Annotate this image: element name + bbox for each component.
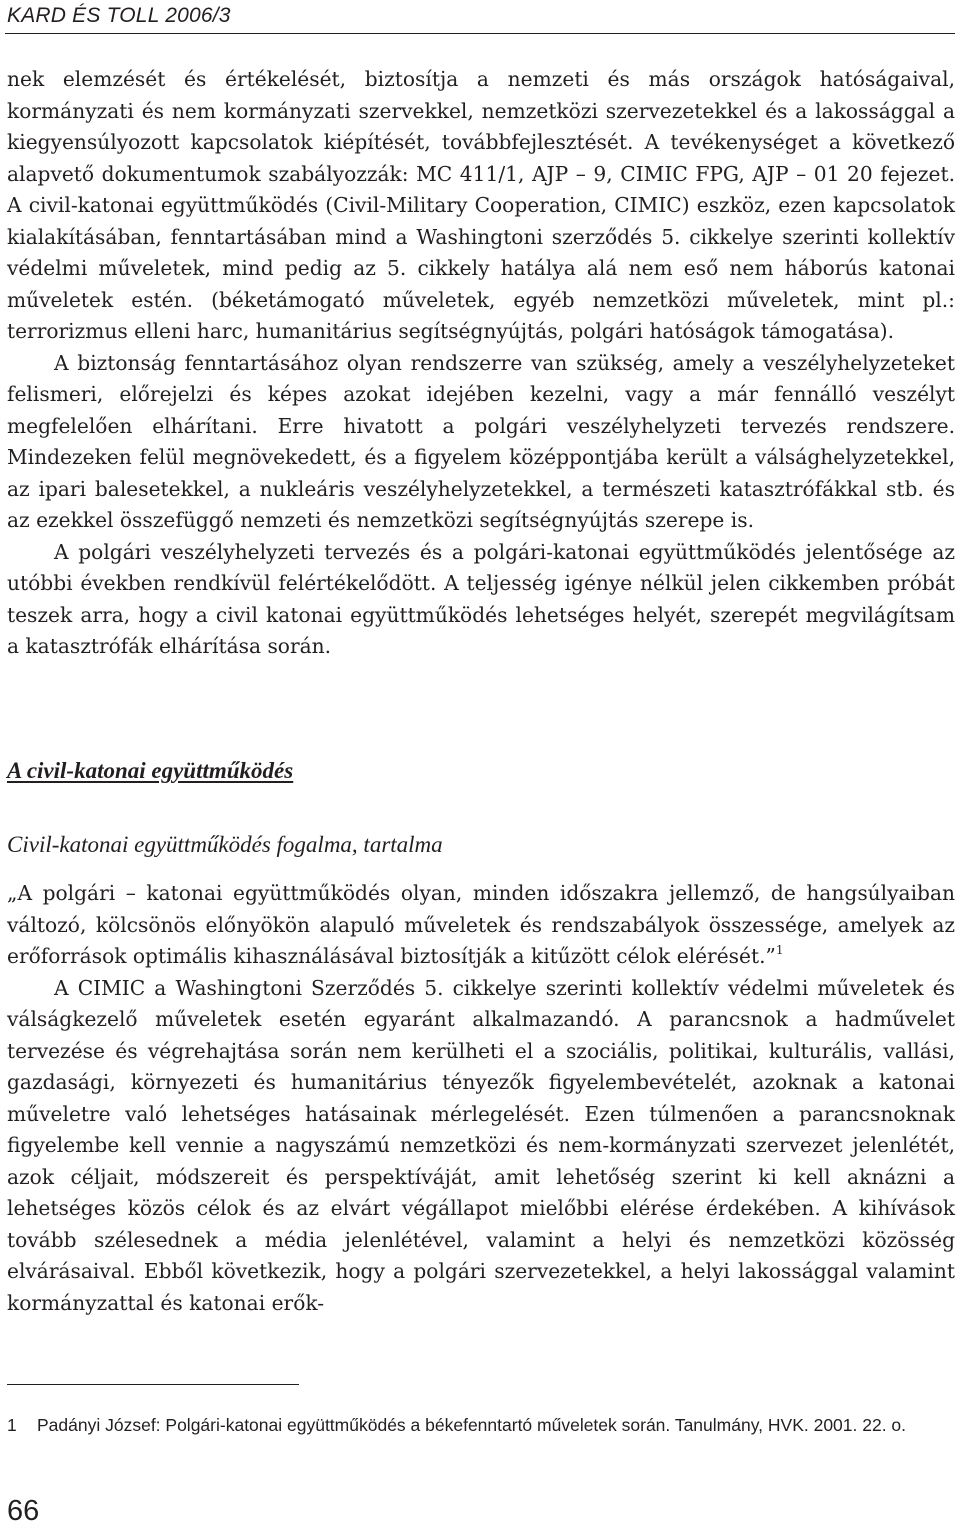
main-paragraph-2: A CIMIC a Washingtoni Szerződés 5. cikkelye szerinti kollektív védelmi műveletek és válságkezelő műveletek esetén egyaránt alkalmazandó. A parancsnok a hadművelet tervezése és végrehajtása során nem kerülheti el a szociális, politikai, kulturális, vallási, gazdasági, környezeti és humanitárius tényezők figyelembevételét, azoknak a katonai műveletre való lehetséges hatásainak mérlegelését. Ezen túlmenően a parancsnoknak figyelembe kell vennie a nagyszámú nemzetközi és nem-kormányzati szervezet jelenlétét, azok céljait, módszereit és perspektíváját, amit lehetőség szerint ki kell aknázni a lehetséges közös célok és az elvárt végállapot mielőbbi elérése érdekében. A kihívások tovább szélesednek a média jelenlétével, valamint a helyi és nemzetközi közösség elvárásaival. Ebből következik, hogy a polgári szervezetekkel, a helyi lakossággal valamint kormányzattal és katonai erők- — [7, 975, 955, 1315]
subsection-heading: Civil-katonai együttműködés fogalma, tartalma — [7, 832, 443, 857]
footnote-reference[interactable]: 1 — [775, 943, 784, 957]
footnote-text: Padányi József: Polgári-katonai együttműködés a békefenntartó műveletek során. Tanulmány, HVK. 2001. 22. o. — [37, 1415, 907, 1435]
intro-text-block — [7, 64, 955, 663]
intro-paragraph-2: A biztonság fenntartásához olyan rendszerre van szükség, amely a veszélyhelyzeteket felismeri, előrejelzi és képes azokat idejében kezelni, vagy a már fennálló veszélyt megfelelően elhárítani. Erre hivatott a polgári veszélyhelyzeti tervezés rendszere. Mindezeken felül megnövekedett, és a figyelem középpontjába került a válsághelyzetekkel, az ipari balesetekkel, a nukleáris veszélyhelyzetekkel, a természeti katasztrófákkal stb. és az ezekkel összefüggő nemzeti és nemzetközi segítségnyújtás szerepe is. — [7, 350, 955, 532]
main-text-block — [7, 878, 955, 1319]
footnote — [7, 1411, 955, 1440]
intro-paragraph-1: nek elemzését és értékelését, biztosítja a nemzeti és más országok hatóságaival, kormányzati és nem kormányzati szervekkel, nemzetközi szervezetekkel és a lakossággal a kiegyensúlyozott kapcsolatok kiépítését, továbbfejlesztését. A tevékenységet a következő alapvető dokumentumok szabályozzák: MC 411/1, AJP – 9, CIMIC FPG, AJP – 01 20 fejezet. A civil-katonai együttműködés (Civil-Military Cooperation, CIMIC) eszköz, ezen kapcsolatok kialakításában, fenntartásában mind a Washingtoni szerződés 5. cikkelye szerinti kollektív védelmi műveletek, mind pedig az 5. cikkely hatálya alá nem eső nem háborús katonai műveletek estén. (béketámogató műveletek, egyéb nemzetközi műveletek, mint pl.: terrorizmus elleni harc, humanitárius segítségnyújtás, polgári hatóságok támogatása). — [7, 67, 955, 343]
footnote-number: 1 — [7, 1415, 17, 1435]
intro-paragraph-3: A polgári veszélyhelyzeti tervezés és a polgári-katonai együttműködés jelentősége az utóbbi években rendkívül felértékelődött. A teljesség igénye nélkül jelen cikkemben próbát teszek arra, hogy a civil katonai együttműködés lehetséges helyét, szerepét megvilágítsam a katasztrófák elhárítása során. — [7, 539, 955, 658]
page-number: 66 — [7, 1495, 40, 1527]
section-heading: A civil-katonai együttműködés — [7, 758, 294, 783]
header-rule — [5, 33, 955, 34]
quote-text: „A polgári – katonai együttműködés olyan, minden időszakra jellemző, de hangsúlyaiban változó, kölcsönös előnyökön alapuló műveletek és rendszabályok összessége, amelyek az erőforrások optimális kihasználásával biztosítják a kitűzött célok elérését.” — [7, 881, 955, 968]
footnote-rule — [7, 1384, 299, 1385]
quote-paragraph — [7, 878, 955, 973]
running-header: KARD ÉS TOLL 2006/3 — [7, 4, 231, 27]
